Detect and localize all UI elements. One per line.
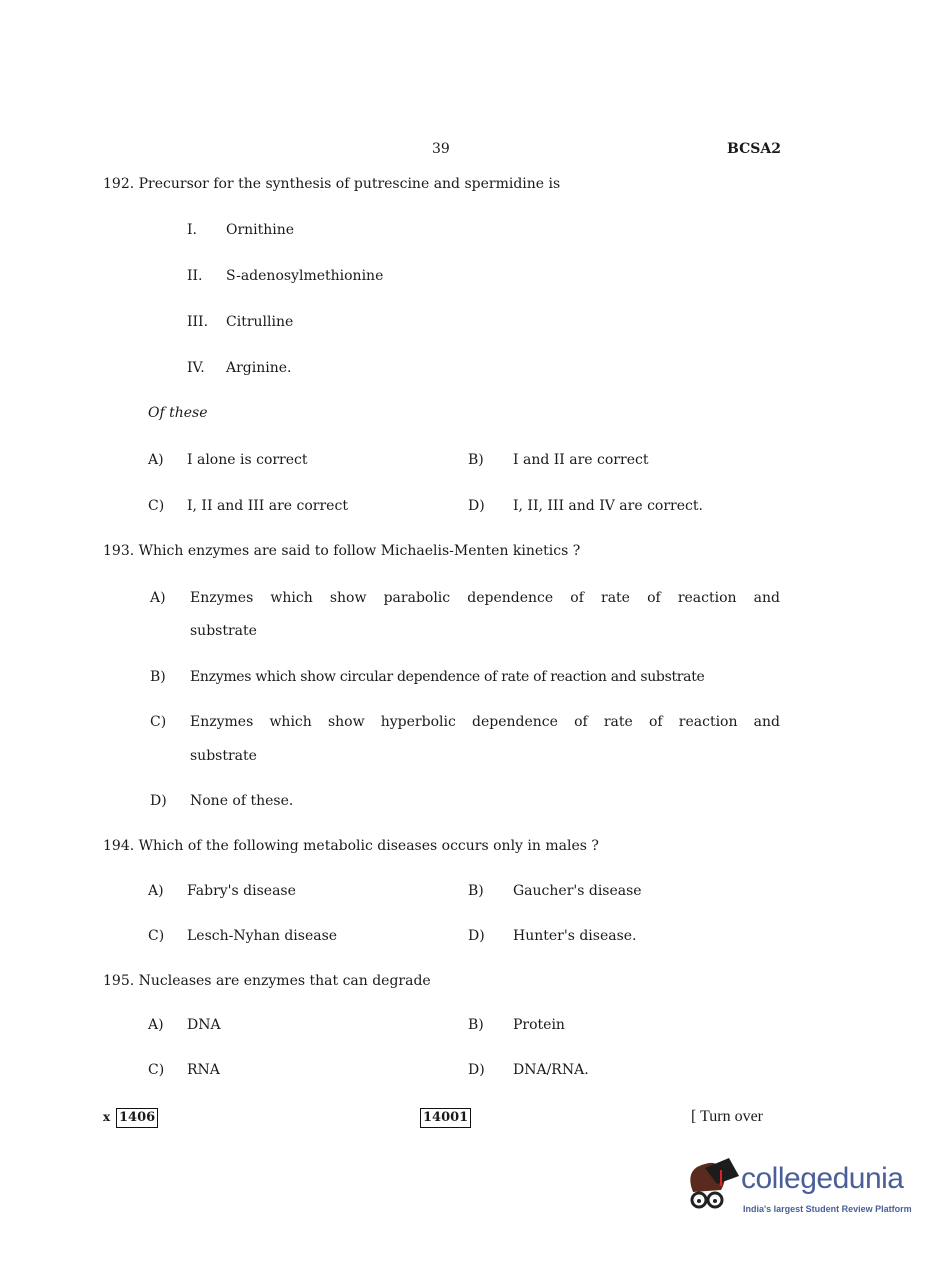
turn-over-text: [ Turn over xyxy=(691,1108,764,1125)
option-label: B) xyxy=(468,1017,484,1033)
option-text: Protein xyxy=(513,1017,565,1033)
option-text: Enzymes which show parabolic dependence of rate of reaction and xyxy=(190,590,780,606)
option-text: I, II, III and IV are correct. xyxy=(513,498,703,514)
footer-prefix: x xyxy=(103,1110,111,1124)
item-text: S-adenosylmethionine xyxy=(226,268,384,284)
option-text: Enzymes which show hyperbolic dependence of rate of reaction and xyxy=(190,714,780,730)
option-label: A) xyxy=(150,590,166,606)
option-label: B) xyxy=(468,452,484,468)
booklet-code: BCSA2 xyxy=(727,141,781,157)
question-text: 194. Which of the following metabolic diseases occurs only in males ? xyxy=(103,838,599,854)
option-label: D) xyxy=(468,498,485,514)
option-label: C) xyxy=(148,498,165,514)
option-text: Hunter's disease. xyxy=(513,928,637,944)
question-text: 195. Nucleases are enzymes that can degrade xyxy=(103,973,431,989)
footer-center-code: 14001 xyxy=(420,1108,471,1128)
item-number: IV. xyxy=(187,360,205,376)
option-text: I and II are correct xyxy=(513,452,649,468)
of-these-label: Of these xyxy=(148,405,208,421)
item-number: III. xyxy=(187,314,209,330)
mascot-icon xyxy=(683,1156,741,1226)
option-label: D) xyxy=(468,1062,485,1078)
option-label: B) xyxy=(468,883,484,899)
item-text: Ornithine xyxy=(226,222,295,238)
option-label: C) xyxy=(148,928,165,944)
option-text: I, II and III are correct xyxy=(187,498,348,514)
option-label: D) xyxy=(150,793,167,809)
question-text: 192. Precursor for the synthesis of putrescine and spermidine is xyxy=(103,176,561,192)
option-text: Lesch-Nyhan disease xyxy=(187,928,338,944)
option-label: A) xyxy=(148,452,164,468)
footer-left-code: 1406 xyxy=(116,1108,158,1128)
question-text: 193. Which enzymes are said to follow Michaelis-Menten kinetics ? xyxy=(103,543,581,559)
item-number: II. xyxy=(187,268,203,284)
option-label: A) xyxy=(148,1017,164,1033)
option-text: Fabry's disease xyxy=(187,883,296,899)
item-number: I. xyxy=(187,222,197,238)
option-text: Enzymes which show circular dependence of rate of reaction and substrate xyxy=(190,669,705,685)
option-text: I alone is correct xyxy=(187,452,308,468)
option-label: B) xyxy=(150,669,166,685)
collegedunia-watermark xyxy=(683,1156,913,1226)
page-number: 39 xyxy=(432,141,450,157)
option-text-cont: substrate xyxy=(190,623,257,639)
item-text: Citrulline xyxy=(226,314,294,330)
option-text: DNA/RNA. xyxy=(513,1062,589,1078)
option-label: D) xyxy=(468,928,485,944)
option-text: None of these. xyxy=(190,793,294,809)
option-text-cont: substrate xyxy=(190,748,257,764)
brand-tagline: India's largest Student Review Platform xyxy=(743,1204,912,1214)
brand-name: collegedunia xyxy=(741,1162,904,1195)
option-label: C) xyxy=(148,1062,165,1078)
option-text: Gaucher's disease xyxy=(513,883,642,899)
option-text: DNA xyxy=(187,1017,221,1033)
option-label: A) xyxy=(148,883,164,899)
option-label: C) xyxy=(150,714,167,730)
item-text: Arginine. xyxy=(226,360,292,376)
option-text: RNA xyxy=(187,1062,220,1078)
